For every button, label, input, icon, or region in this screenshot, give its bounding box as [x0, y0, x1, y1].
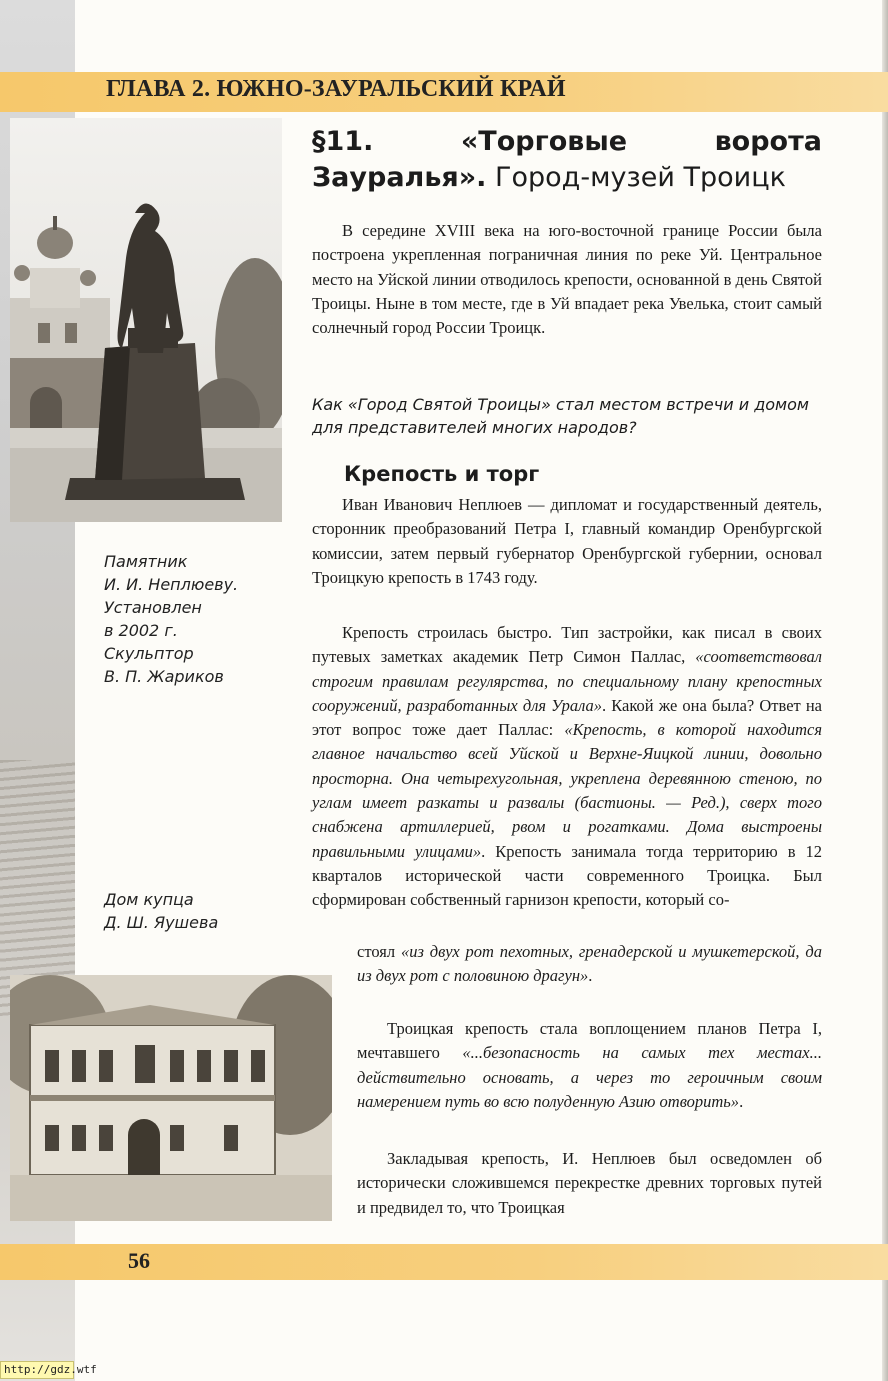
caption-line: В. П. Жариков	[104, 667, 224, 686]
subheading: Крепость и торг	[344, 462, 540, 486]
paragraph: Закладывая крепость, И. Неплюев был осведомлен об исторически сложившемся перекрестке древних торговых путей и предвидел то, что Троицкая	[357, 1149, 822, 1217]
page-number: 56	[128, 1248, 150, 1273]
house-caption	[104, 888, 294, 934]
quote: «...безопасность на самых тех местах... действительно основать, а через то героичным своим намерением путь во всю полуденную Азию отворить»	[357, 1043, 822, 1111]
paragraph-text: .	[739, 1091, 744, 1111]
monument-caption	[104, 550, 294, 688]
paragraph-text: Крепость строилась быстро. Тип застройки, как писал в своих путевых заметках академик Петр Симон Паллас,	[312, 623, 822, 667]
section-title-word: Зауралья».	[312, 162, 487, 193]
section-title-word: ворота	[714, 126, 822, 157]
lead-paragraph: В середине XVIII века на юго-восточной границе России была построена укрепленная пограничная линия по реке Уй. Центральное место на Уйской линии отводилось крепости, основанной в день Святой Троицы. Ныне в том месте, где в Уй впадает река Увелька, стоит самый солнечный город России Троицк.	[312, 221, 822, 338]
paragraph-text: . Крепость занимала тогда территорию в 12 кварталов исторической части современного Троицка. Был сформирован собственный гарнизон крепости, который со-	[312, 841, 822, 910]
caption-line: Установлен	[104, 598, 202, 617]
caption-line: Скульптор	[104, 644, 194, 663]
watermark-link[interactable]: http://gdz.wtf	[0, 1361, 74, 1379]
caption-line: И. И. Неплюеву.	[104, 575, 239, 594]
paragraph: Иван Иванович Неплюев — дипломат и государственный деятель, сторонник преобразований Петра I, главный командир Оренбургской комиссии, затем первый губернатор Оренбургской губернии, основал Троицкую крепость в 1743 году.	[312, 495, 822, 587]
merchant-house-photo	[10, 975, 332, 1221]
caption-line: в 2002 г.	[104, 621, 178, 640]
quote: «соответствовал строгим правилам регулярства, по специальному плану крепостных сооружений, разработанных для Урала»	[312, 647, 822, 715]
guiding-question: Как «Город Святой Троицы» стал местом встречи и домом для представителей многих народов?	[312, 395, 809, 437]
section-title	[312, 124, 822, 196]
page-edge	[882, 0, 888, 1381]
section-title-word: «Торговые	[460, 126, 628, 157]
section-subtitle: Город-музей Троицк	[486, 162, 786, 193]
paragraph-text: .	[588, 966, 593, 986]
monument-photo	[10, 118, 282, 522]
paragraph	[357, 1017, 822, 1114]
paragraph-text: Троицкая крепость стала воплощением планов Петра I, мечтавшего	[357, 1019, 822, 1063]
paragraph	[357, 940, 822, 989]
chapter-title: ГЛАВА 2. ЮЖНО-ЗАУРАЛЬСКИЙ КРАЙ	[106, 76, 566, 102]
paragraph-text: . Какой же она была? Ответ на этот вопрос тоже дает Паллас:	[312, 695, 822, 740]
paragraph	[312, 621, 822, 913]
caption-line: Д. Ш. Яушева	[104, 913, 219, 932]
quote: «Крепость, в которой находится главное начальство всей Уйской и Верхне-Яицкой линии, довольно просторна. Она четырехугольная, укреплена деревянною стеною, по углам имеет разкаты и развалы (бастионы. — Ред.), сверх того снабжена артиллерией, рвом и рогатками. Дома выстроены правильными улицами»	[312, 720, 822, 861]
section-number: §11.	[312, 126, 374, 157]
caption-line: Памятник	[104, 552, 188, 571]
caption-line: Дом купца	[104, 890, 194, 909]
paragraph-text: стоял	[357, 942, 401, 961]
quote: «из двух рот пехотных, гренадерской и мушкетерской, да из двух рот с половиною драгун»	[357, 942, 822, 986]
